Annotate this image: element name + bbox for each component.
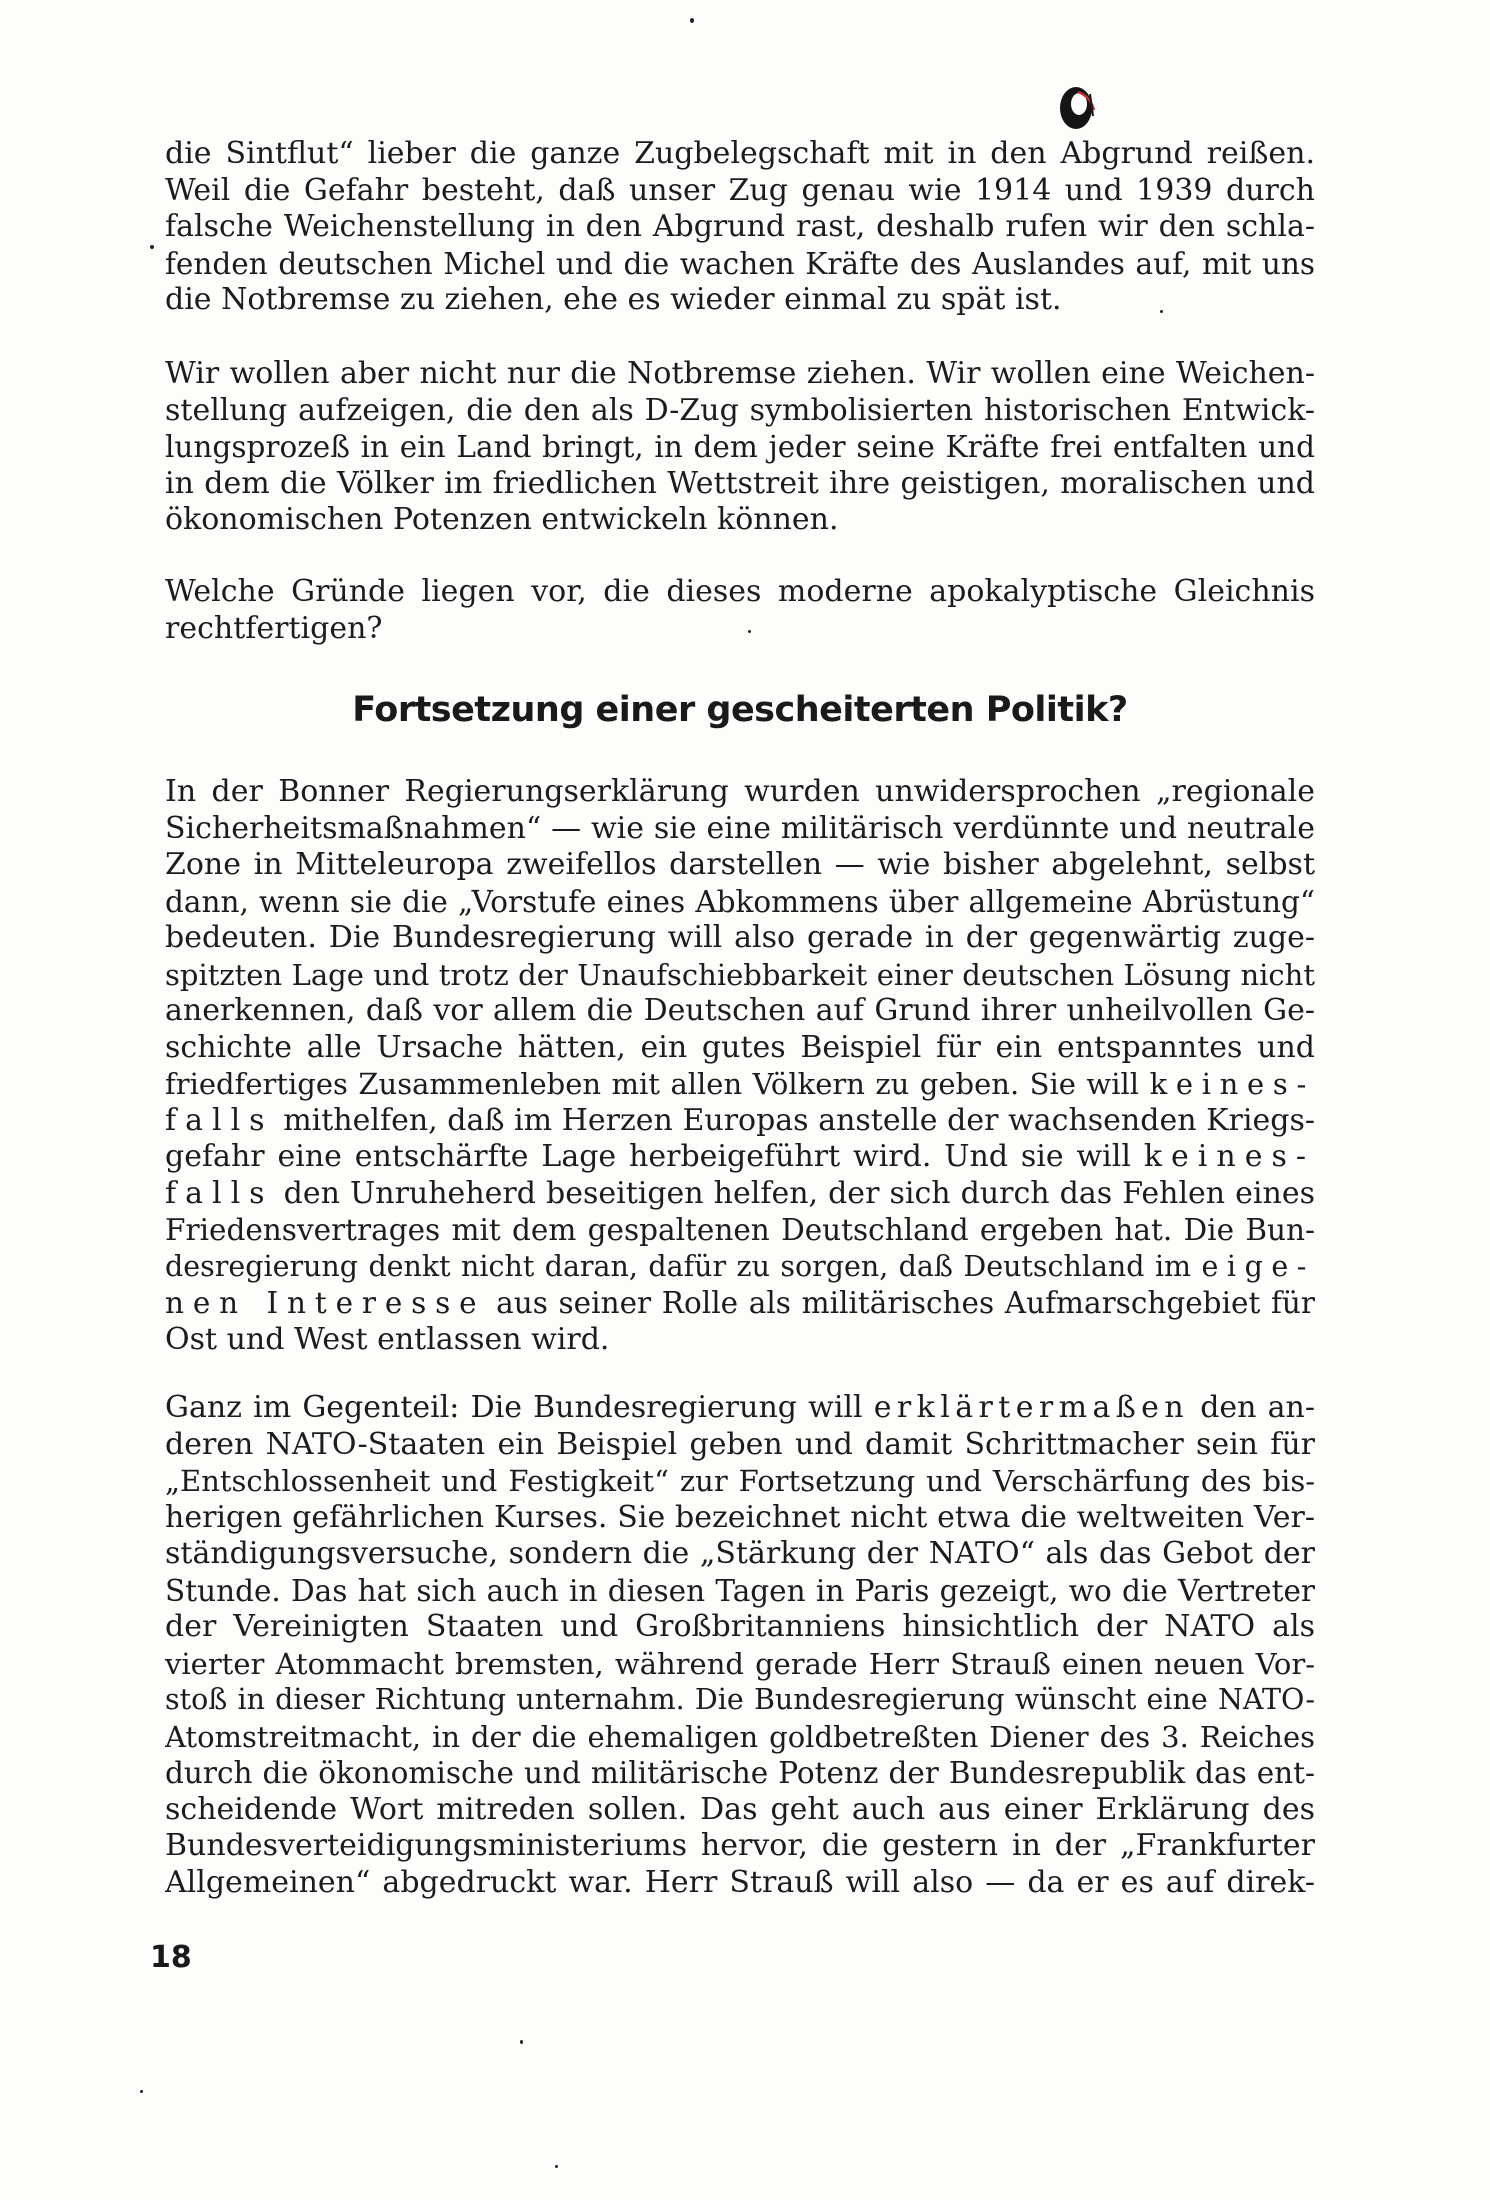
text-line: schichte alle Ursache hätten, ein gutes Beispiel für ein entspanntes und <box>165 1029 1315 1065</box>
text-line: deren NATO-Staaten ein Beispiel geben und damit Schrittmacher sein für <box>165 1426 1315 1462</box>
text-line: rechtfertigen? <box>165 610 383 646</box>
text-line: „Entschlossenheit und Festigkeit“ zur Fortsetzung und Verschärfung des bis- <box>165 1464 1315 1498</box>
paragraph-2 <box>165 356 1315 539</box>
text-line: Friedensvertrages mit dem gespaltenen Deutschland ergeben hat. Die Bun- <box>165 1213 1315 1247</box>
emphasis-text: falls <box>165 1175 274 1211</box>
text-line: stoß in dieser Richtung unternahm. Die Bundesregierung wünscht eine NATO- <box>165 1683 1315 1716</box>
paragraph-1 <box>165 136 1315 319</box>
text-segment: Ganz im Gegenteil: Die Bundesregierung will <box>165 1390 863 1425</box>
text-line <box>165 1066 1315 1103</box>
text-line: herigen gefährlichen Kurses. Sie bezeichnet nicht etwa die weltweiten Ver- <box>165 1499 1315 1535</box>
text-line: Zone in Mitteleuropa zweifellos darstellen — wie bisher abgelehnt, selbst <box>165 847 1315 882</box>
text-line: ökonomischen Potenzen entwickeln können. <box>165 502 839 537</box>
text-line: Weil die Gefahr besteht, daß unser Zug genau wie 1914 und 1939 durch <box>165 172 1315 208</box>
paragraph-5 <box>165 1390 1315 1901</box>
text-line: vierter Atommacht bremsten, während gerade Herr Strauß einen neuen Vor- <box>165 1646 1315 1681</box>
text-line: Ost und West entlassen wird. <box>165 1321 610 1357</box>
emphasis-text: falls <box>165 1102 274 1138</box>
text-segment: mithelfen, daß im Herzen Europas anstelle der wachsenden Kriegs- <box>283 1102 1315 1138</box>
text-line: stellung aufzeigen, die den als D-Zug symbolisierten historischen Entwick- <box>165 392 1315 428</box>
text-line: falsche Weichenstellung in den Abgrund rast, deshalb rufen wir den schla- <box>165 209 1315 244</box>
text-line: lungsprozeß in ein Land bringt, in dem jeder seine Kräfte frei entfalten und <box>165 430 1315 464</box>
section-heading: Fortsetzung einer gescheiterten Politik? <box>352 690 1128 730</box>
text-line: in dem die Völker im friedlichen Wettstreit ihre geistigen, moralischen und <box>165 465 1315 501</box>
ink-blot-mark <box>1050 78 1108 136</box>
text-segment: gefahr eine entschärfte Lage herbeigeführt wird. Und sie will <box>165 1139 1131 1174</box>
text-segment: friedfertiges Zusammenleben mit allen Völkern zu geben. Sie will <box>165 1067 1140 1101</box>
emphasis-text: erklärtermaßen <box>873 1390 1190 1425</box>
scan-speck <box>150 245 154 249</box>
text-line: die Sintflut“ lieber die ganze Zugbelegschaft mit in den Abgrund reißen. <box>165 136 1315 171</box>
text-line: Allgemeinen“ abgedruckt war. Herr Strauß will also — da er es auf direk- <box>165 1864 1315 1900</box>
emphasis-text: keines- <box>1149 1067 1315 1101</box>
text-line <box>165 1285 1315 1322</box>
emphasis-text: eige- <box>1201 1249 1315 1283</box>
text-line: anerkennen, daß vor allem die Deutschen auf Grund ihrer unheilvollen Ge- <box>165 993 1315 1028</box>
text-line: In der Bonner Regierungserklärung wurden unwidersprochen „regionale <box>165 774 1315 809</box>
text-line: der Vereinigten Staaten und Großbritanniens hinsichtlich der NATO als <box>165 1609 1315 1644</box>
text-line <box>165 1176 1315 1213</box>
text-line: dann, wenn sie die „Vorstufe eines Abkommens über allgemeine Abrüstung“ <box>165 884 1315 919</box>
text-line: Welche Gründe liegen vor, die dieses moderne apokalyptische Gleichnis <box>165 574 1315 609</box>
text-segment: den Unruheherd beseitigen helfen, der sich durch das Fehlen eines <box>283 1175 1315 1211</box>
text-segment: desregierung denkt nicht daran, dafür zu sorgen, daß Deutschland im <box>165 1249 1192 1283</box>
text-line: fenden deutschen Michel und die wachen Kräfte des Auslandes auf, mit uns <box>165 246 1315 281</box>
text-line: die Notbremse zu ziehen, ehe es wieder einmal zu spät ist. <box>165 282 1062 317</box>
text-line: durch die ökonomische und militärische Potenz der Bundesrepublik das ent- <box>165 1756 1315 1790</box>
text-line <box>165 1249 1315 1286</box>
text-segment: den an- <box>1200 1390 1315 1425</box>
text-segment: aus seiner Rolle als militärisches Aufmarschgebiet für <box>496 1286 1315 1320</box>
paragraph-3 <box>165 574 1315 647</box>
text-line: Sicherheitsmaßnahmen“ — wie sie eine militärisch verdünnte und neutrale <box>165 810 1315 846</box>
page-number: 18 <box>150 1940 192 1975</box>
text-line: Bundesverteidigungsministeriums hervor, die gestern in der „Frankfurter <box>165 1828 1315 1863</box>
text-line <box>165 1139 1315 1176</box>
text-line: Wir wollen aber nicht nur die Notbremse ziehen. Wir wollen eine Weichen- <box>165 356 1315 391</box>
scan-speck <box>140 2090 143 2093</box>
text-line: ständigungsversuche, sondern die „Stärkung der NATO“ als das Gebot der <box>165 1536 1315 1571</box>
text-line <box>165 1390 1315 1427</box>
text-line: Atomstreitmacht, in der die ehemaligen goldbetreßten Diener des 3. Reiches <box>165 1719 1315 1754</box>
scan-speck <box>555 2165 558 2168</box>
paragraph-4 <box>165 774 1315 1358</box>
text-line <box>165 1103 1315 1140</box>
text-line: bedeuten. Die Bundesregierung will also gerade in der gegenwärtig zuge- <box>165 920 1315 955</box>
scan-speck <box>690 18 694 23</box>
text-line: scheidende Wort mitreden sollen. Das geht auch aus einer Erklärung des <box>165 1791 1315 1827</box>
text-line: spitzten Lage und trotz der Unaufschiebbarkeit einer deutschen Lösung nicht <box>165 957 1315 992</box>
emphasis-text: nen Interesse <box>165 1286 486 1320</box>
scan-speck <box>520 2040 523 2044</box>
emphasis-text: keines- <box>1143 1139 1315 1174</box>
text-line: Stunde. Das hat sich auch in diesen Tagen in Paris gezeigt, wo die Vertreter <box>165 1573 1315 1608</box>
